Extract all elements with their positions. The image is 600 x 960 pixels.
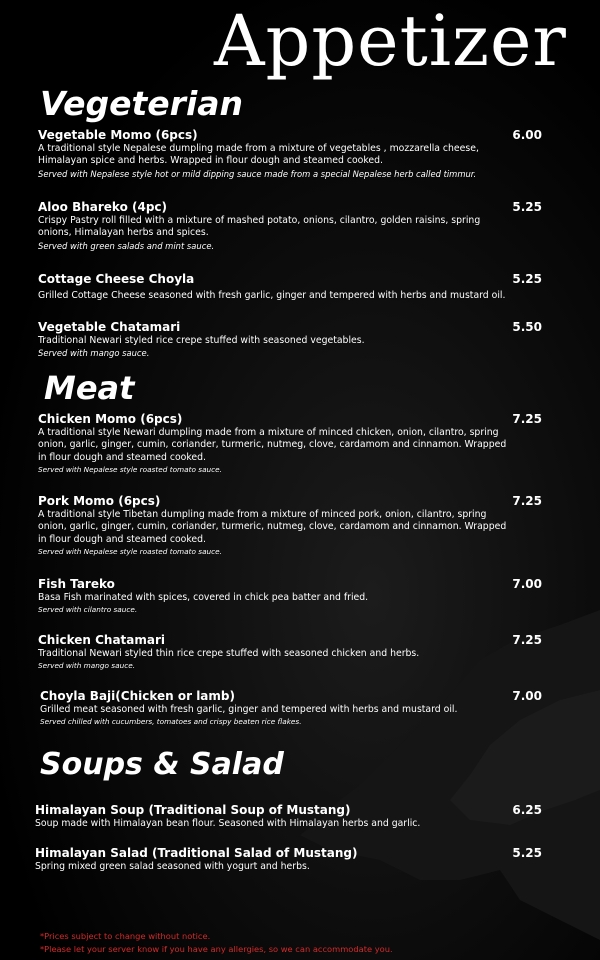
- item-name: Aloo Bhareko (4pc): [38, 200, 168, 214]
- section-heading-meat: Meat: [44, 369, 135, 407]
- item-description: A traditional style Newari dumpling made from a mixture of minced chicken, onion, cilantro, spring onion, garlic, ginger, cumin, coriander, turmeric, nutmeg, clove, cardamom and cinnamon. Wrapped in flour dough and steamed cooked.: [38, 427, 507, 463]
- footer-allergy-notice: *Please let your server know if you have any allergies, so we can accommodate you.: [40, 944, 393, 954]
- item-description: A traditional style Nepalese dumpling made from a mixture of vegetables , mozzarella cheese, Himalayan spice and herbs. Wrapped in flour dough and steamed cooked.: [38, 143, 479, 167]
- item-name: Pork Momo (6pcs): [38, 494, 161, 508]
- item-price: 5.25: [512, 846, 542, 860]
- item-description: Soup made with Himalayan bean flour. Seasoned with Himalayan herbs and garlic.: [35, 818, 421, 829]
- item-name: Himalayan Salad (Traditional Salad of Mustang): [35, 846, 358, 860]
- item-description: Basa Fish marinated with spices, covered in chick pea batter and fried.: [38, 592, 369, 603]
- item-description: Spring mixed green salad seasoned with yogurt and herbs.: [35, 861, 310, 872]
- menu-item-himalayan-soup: [35, 803, 555, 830]
- item-name: Chicken Momo (6pcs): [38, 412, 183, 426]
- menu-item-pork-momo: [38, 494, 558, 558]
- item-price: 7.25: [512, 412, 542, 426]
- item-name: Chicken Chatamari: [38, 633, 166, 647]
- item-description: Traditional Newari styled thin rice crepe stuffed with seasoned chicken and herbs.: [38, 648, 420, 659]
- item-price: 7.00: [512, 577, 542, 591]
- item-name: Cottage Cheese Choyla: [38, 272, 195, 286]
- item-description: Crispy Pastry roll filled with a mixture of mashed potato, onions, cilantro, golden raisins, spring onions, Himalayan herbs and spices.: [38, 215, 481, 239]
- item-price: 5.25: [512, 200, 542, 214]
- item-description: Grilled meat seasoned with fresh garlic, ginger and tempered with herbs and mustard oil.: [40, 704, 458, 715]
- item-price: 6.00: [512, 128, 542, 142]
- item-price: 5.25: [512, 272, 542, 286]
- menu-item-himalayan-salad: [35, 846, 555, 873]
- item-serving-note: Served with Nepalese style roasted tomato sauce.: [38, 547, 222, 557]
- footer-price-notice: *Prices subject to change without notice.: [40, 931, 211, 941]
- item-serving-note: Served with mango sauce.: [38, 661, 136, 671]
- menu-item-choyla-baji: [40, 689, 560, 728]
- menu-item-cottage-cheese-choyla: [38, 272, 558, 302]
- menu-item-vegetable-chatamari: [38, 320, 558, 359]
- item-description: Traditional Newari styled rice crepe stuffed with seasoned vegetables.: [38, 335, 365, 346]
- menu-item-vegetable-momo: [38, 128, 558, 180]
- menu-item-chicken-chatamari: [38, 633, 558, 672]
- item-name: Vegetable Momo (6pcs): [38, 128, 198, 142]
- item-name: Choyla Baji(Chicken or lamb): [40, 689, 235, 703]
- item-serving-note: Served with mango sauce.: [38, 348, 150, 359]
- menu-item-chicken-momo: [38, 412, 558, 476]
- menu-item-aloo-bhareko: [38, 200, 558, 252]
- item-name: Vegetable Chatamari: [38, 320, 181, 334]
- item-serving-note: Served with green salads and mint sauce.: [38, 240, 215, 251]
- item-price: 5.50: [512, 320, 542, 334]
- item-price: 7.25: [512, 633, 542, 647]
- item-serving-note: Served chilled with cucumbers, tomatoes and crispy beaten rice flakes.: [40, 717, 302, 727]
- item-description: Grilled Cottage Cheese seasoned with fresh garlic, ginger and tempered with herbs and mustard oil.: [38, 290, 506, 301]
- menu-item-fish-tareko: [38, 577, 558, 616]
- item-serving-note: Served with Nepalese style hot or mild dipping sauce made from a special Nepalese herb called timmur.: [38, 168, 477, 179]
- section-heading-soups-salad: Soups & Salad: [40, 747, 284, 782]
- item-price: 7.00: [512, 689, 542, 703]
- item-serving-note: Served with Nepalese style roasted tomato sauce.: [38, 465, 222, 475]
- item-price: 6.25: [512, 803, 542, 817]
- item-name: Fish Tareko: [38, 577, 115, 591]
- item-name: Himalayan Soup (Traditional Soup of Mustang): [35, 803, 351, 817]
- item-price: 7.25: [512, 494, 542, 508]
- item-description: A traditional style Tibetan dumpling made from a mixture of minced pork, onion, cilantro, spring onion, garlic, ginger, cumin, coriander, turmeric, nutmeg, clove, cardamom and cinnamon. Wrapped in flour dough and steamed cooked.: [38, 509, 507, 545]
- section-heading-vegetarian: Vegeterian: [40, 84, 244, 123]
- item-serving-note: Served with cilantro sauce.: [38, 605, 138, 615]
- page-title: Appetizer: [214, 0, 567, 82]
